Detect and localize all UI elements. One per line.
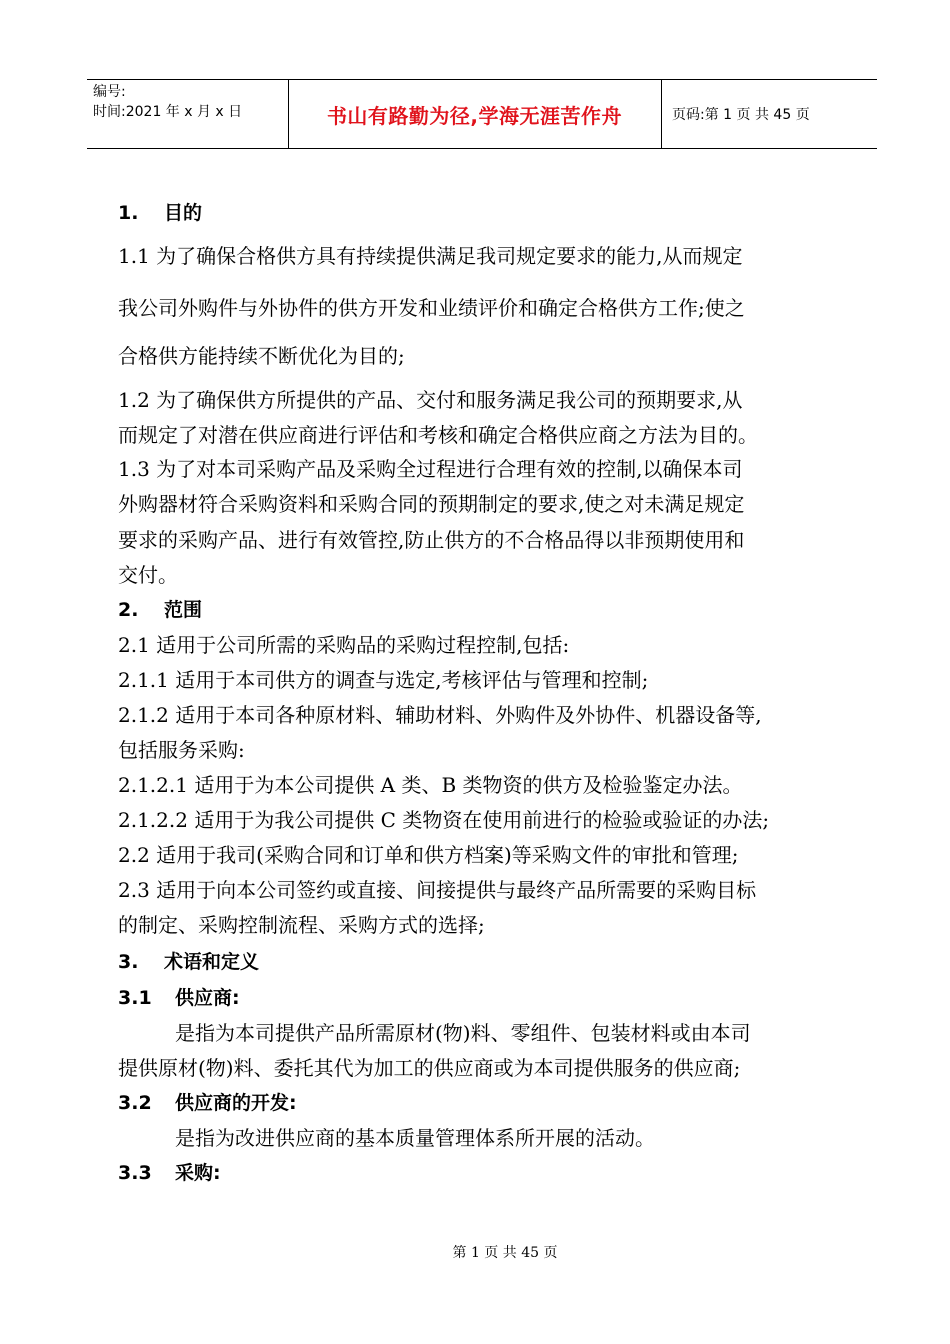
paragraph-line: 是指为本司提供产品所需原材(物)料、零组件、包装材料或由本司 bbox=[175, 1021, 751, 1045]
subsection-number: 3.2 bbox=[118, 1092, 152, 1114]
paragraph-line: 2.1.2 适用于本司各种原材料、辅助材料、外购件及外协件、机器设备等, bbox=[118, 703, 762, 727]
paragraph-line: 外购器材符合采购资料和采购合同的预期制定的要求,使之对未满足规定 bbox=[118, 492, 745, 516]
subsection-heading bbox=[118, 1160, 221, 1186]
paragraph-line: 2.2 适用于我司(采购合同和订单和供方档案)等采购文件的审批和管理; bbox=[118, 843, 739, 867]
page-header bbox=[87, 79, 877, 149]
subsection-heading bbox=[118, 1090, 297, 1116]
section-heading bbox=[118, 949, 259, 975]
paragraph-line: 1.3 为了对本司采购产品及采购全过程进行合理有效的控制,以确保本司 bbox=[118, 457, 743, 481]
paragraph-line: 2.3 适用于向本公司签约或直接、间接提供与最终产品所需要的采购目标 bbox=[118, 878, 757, 902]
paragraph-line: 交付。 bbox=[118, 563, 178, 587]
paragraph-line: 2.1 适用于公司所需的采购品的采购过程控制,包括: bbox=[118, 633, 570, 657]
section-heading bbox=[118, 597, 202, 623]
section-title: 范围 bbox=[164, 599, 203, 621]
section-number: 3. bbox=[118, 951, 139, 973]
paragraph-line: 我公司外购件与外协件的供方开发和业绩评价和确定合格供方工作;使之 bbox=[118, 296, 745, 320]
section-heading bbox=[118, 200, 202, 226]
subsection-number: 3.3 bbox=[118, 1162, 152, 1184]
paragraph-line: 1.2 为了确保供方所提供的产品、交付和服务满足我公司的预期要求,从 bbox=[118, 388, 743, 412]
subsection-title: 供应商: bbox=[175, 987, 240, 1009]
subsection-heading bbox=[118, 985, 240, 1011]
section-number: 2. bbox=[118, 599, 139, 621]
subsection-title: 供应商的开发: bbox=[175, 1092, 297, 1114]
paragraph-line: 1.1 为了确保合格供方具有持续提供满足我司规定要求的能力,从而规定 bbox=[118, 244, 743, 268]
section-title: 目的 bbox=[164, 202, 203, 224]
paragraph-line: 2.1.2.1 适用于为本公司提供 A 类、B 类物资的供方及检验鉴定办法。 bbox=[118, 773, 743, 797]
header-motto: 书山有路勤为径,学海无涯苦作舟 bbox=[326, 103, 623, 128]
section-title: 术语和定义 bbox=[164, 951, 260, 973]
paragraph-line: 合格供方能持续不断优化为目的; bbox=[118, 344, 405, 368]
subsection-title: 采购: bbox=[175, 1162, 221, 1184]
paragraph-line: 2.1.2.2 适用于为我公司提供 C 类物资在使用前进行的检验或验证的办法; bbox=[118, 808, 770, 832]
subsection-number: 3.1 bbox=[118, 987, 152, 1009]
paragraph-line: 而规定了对潜在供应商进行评估和考核和确定合格供应商之方法为目的。 bbox=[118, 423, 758, 447]
paragraph-line: 要求的采购产品、进行有效管控,防止供方的不合格品得以非预期使用和 bbox=[118, 528, 745, 552]
paragraph-line: 的制定、采购控制流程、采购方式的选择; bbox=[118, 913, 485, 937]
page-footer: 第 1 页 共 45 页 bbox=[452, 1245, 558, 1261]
paragraph-line: 包括服务采购: bbox=[118, 738, 245, 762]
paragraph-line: 提供原材(物)料、委托其代为加工的供应商或为本司提供服务的供应商; bbox=[118, 1056, 741, 1080]
document-number: 编号: bbox=[93, 84, 126, 100]
header-divider bbox=[661, 80, 662, 148]
header-info bbox=[93, 82, 289, 122]
document-time: 时间:2021 年 x 月 x 日 bbox=[93, 104, 243, 120]
paragraph-line: 2.1.1 适用于本司供方的调查与选定,考核评估与管理和控制; bbox=[118, 668, 649, 692]
header-page-info: 页码:第 1 页 共 45 页 bbox=[672, 107, 810, 123]
paragraph-line: 是指为改进供应商的基本质量管理体系所开展的活动。 bbox=[175, 1126, 655, 1150]
section-number: 1. bbox=[118, 202, 139, 224]
